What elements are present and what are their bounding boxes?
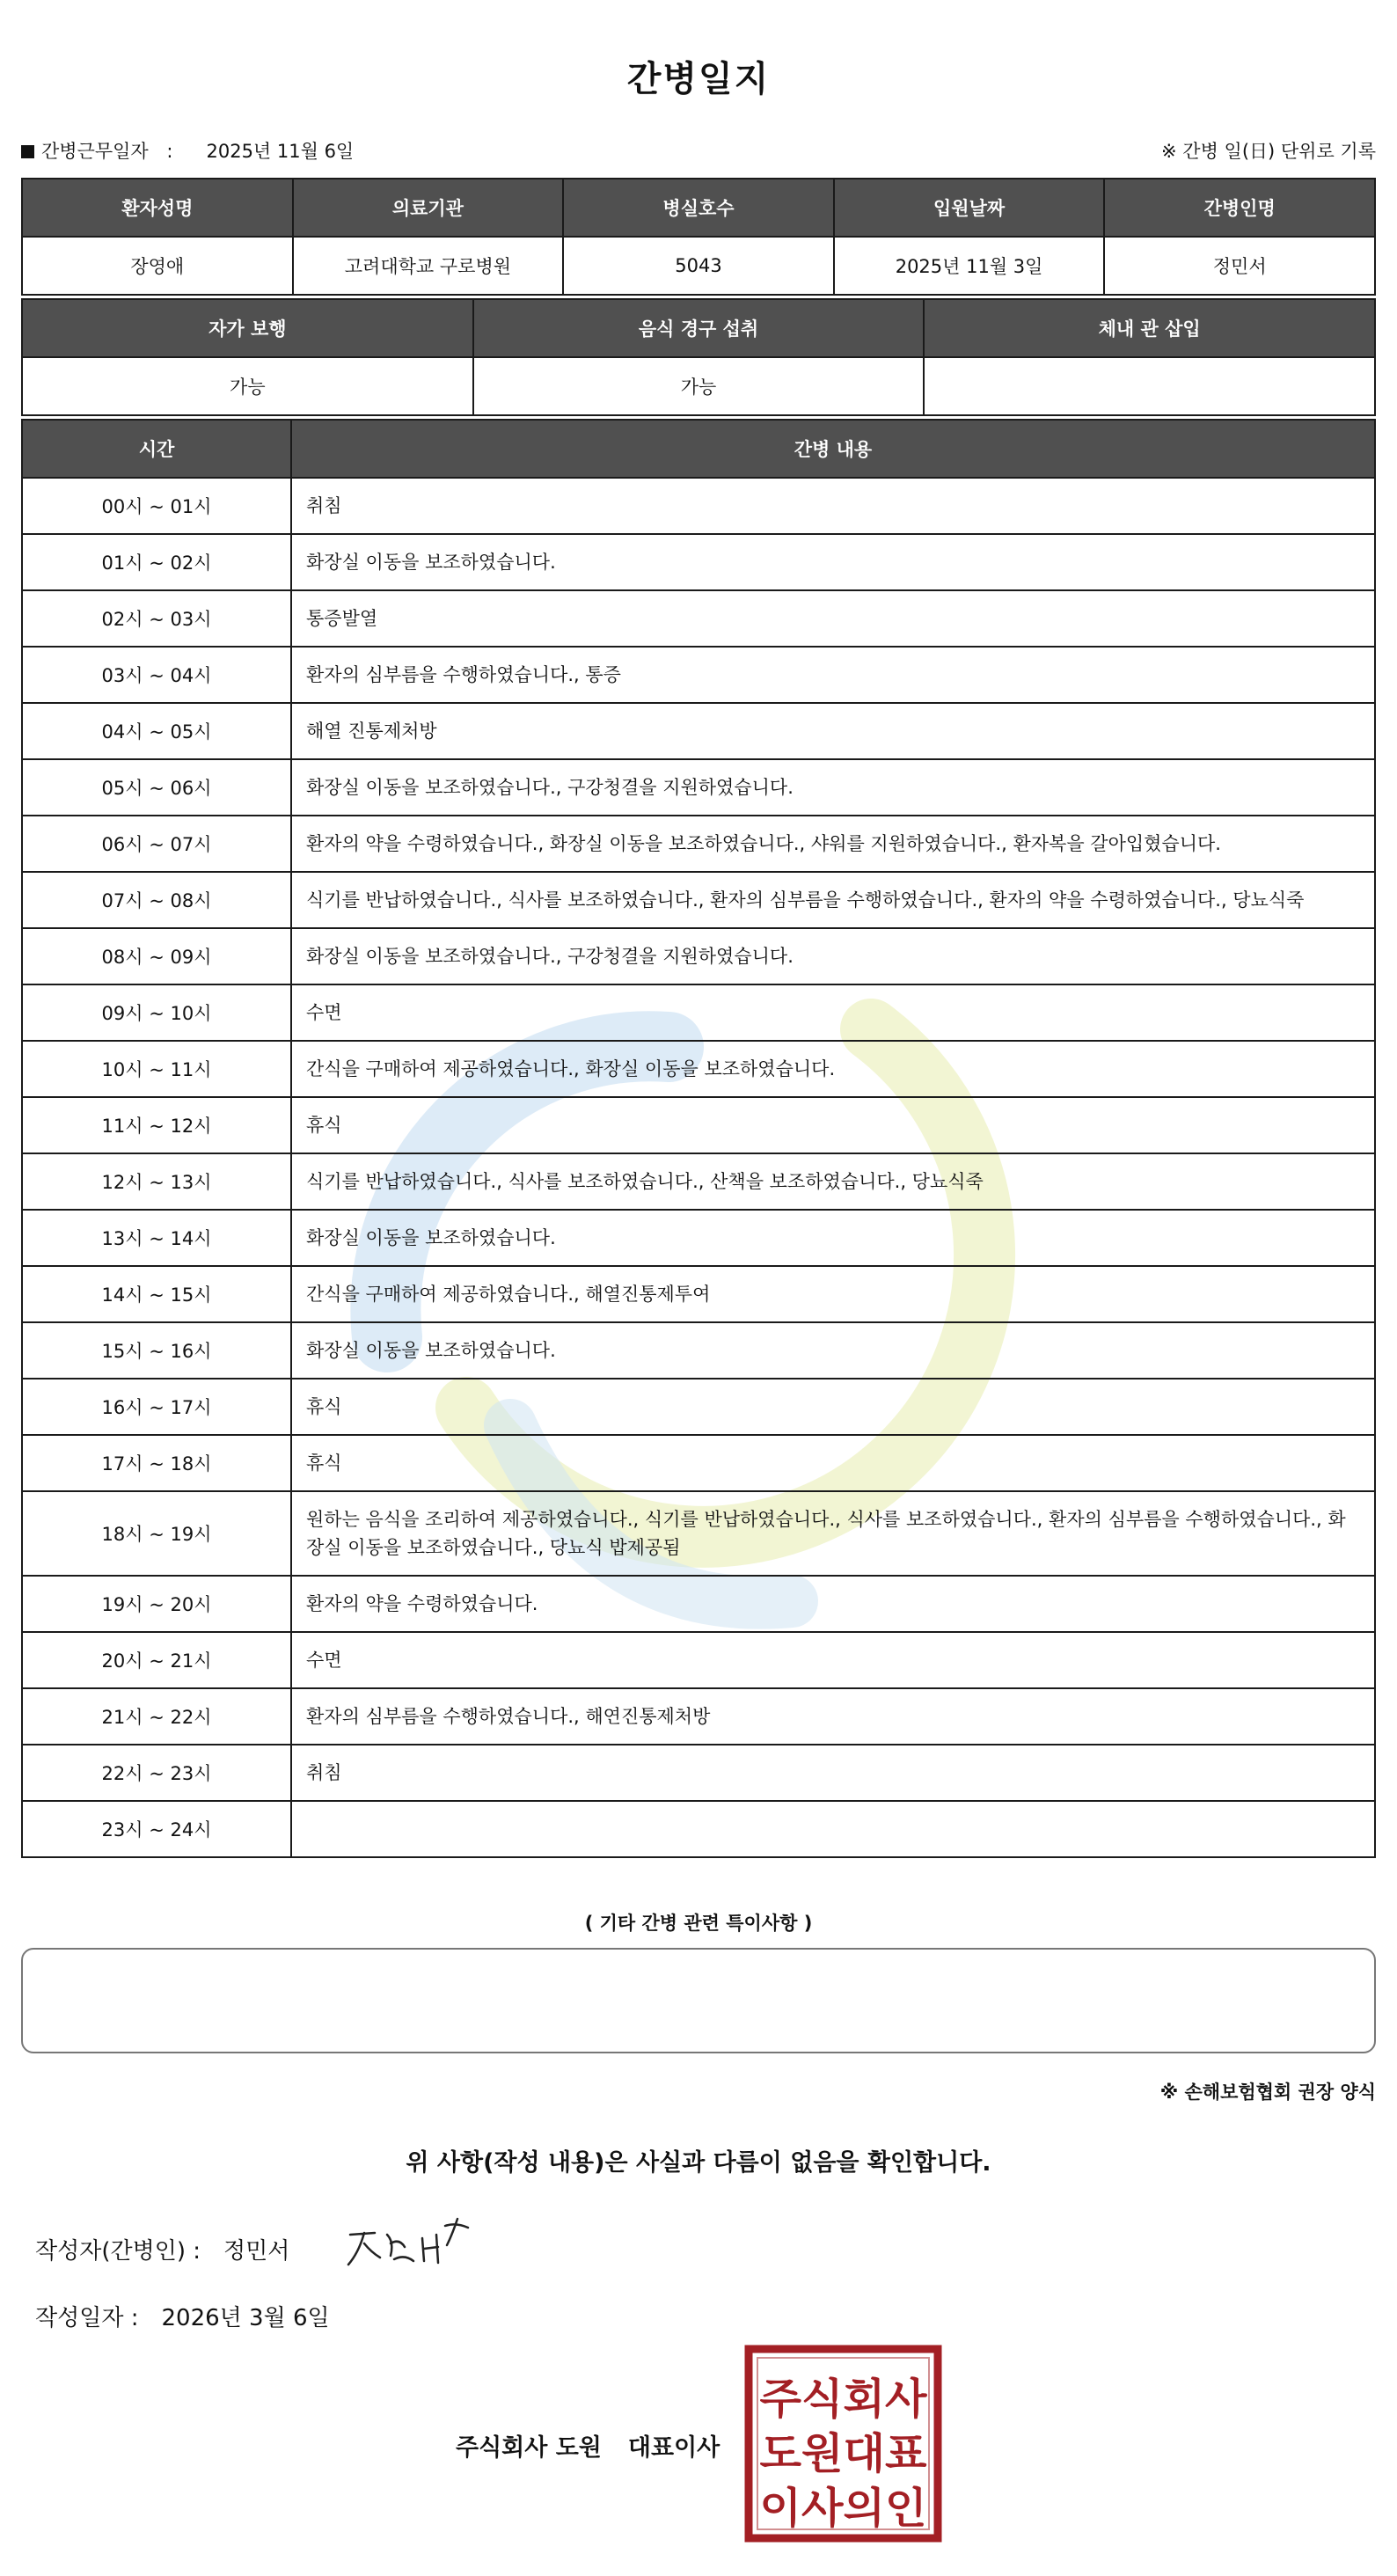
- work-date-separator: :: [166, 141, 173, 162]
- care-log-time: 22시 ~ 23시: [22, 1745, 291, 1801]
- care-log-row: [22, 1632, 1375, 1688]
- care-log-content: 수면: [291, 1632, 1375, 1688]
- care-log-time: 11시 ~ 12시: [22, 1097, 291, 1153]
- care-log-content: 휴식: [291, 1435, 1375, 1491]
- care-log-content: 화장실 이동을 보조하였습니다., 구강청결을 지원하였습니다.: [291, 928, 1375, 984]
- care-log-time: 13시 ~ 14시: [22, 1210, 291, 1266]
- header-oral-intake: 음식 경구 섭취: [473, 299, 925, 357]
- care-log-row: [22, 872, 1375, 928]
- work-date-line: [21, 137, 354, 164]
- care-log-content: [291, 1801, 1375, 1857]
- care-log-time: 18시 ~ 19시: [22, 1491, 291, 1576]
- svg-text:도원대표: 도원대표: [759, 2429, 928, 2478]
- care-log-content: 환자의 심부름을 수행하였습니다., 통증: [291, 647, 1375, 703]
- svg-text:이사의인: 이사의인: [759, 2484, 927, 2533]
- care-log-content: 식기를 반납하였습니다., 식사를 보조하였습니다., 환자의 심부름을 수행하였습니다., 환자의 약을 수령하였습니다., 당뇨식죽: [291, 872, 1375, 928]
- care-log-content: 원하는 음식을 조리하여 제공하였습니다., 식기를 반납하였습니다., 식사를 보조하였습니다., 환자의 심부름을 수행하였습니다., 화장실 이동을 보조하였습니다., 당뇨식 밥제공됨: [291, 1491, 1375, 1576]
- record-unit-note: ※ 간병 일(日) 단위로 기록: [1161, 141, 1376, 162]
- svg-text:주식회사: 주식회사: [759, 2375, 928, 2424]
- care-log-row: [22, 816, 1375, 872]
- care-log-row: [22, 1379, 1375, 1435]
- care-log-rows: [22, 478, 1375, 1857]
- written-date-value: 2026년 3월 6일: [161, 2305, 330, 2331]
- author-label: 작성자(간병인) :: [35, 2238, 201, 2265]
- patient-info-table: [21, 178, 1376, 296]
- care-log-row: [22, 1688, 1375, 1745]
- header-caregiver-name: 간병인명: [1104, 179, 1375, 237]
- care-log-time: 23시 ~ 24시: [22, 1801, 291, 1857]
- care-log-row: [22, 1041, 1375, 1097]
- author-line: [35, 2233, 289, 2265]
- care-log-time: 12시 ~ 13시: [22, 1153, 291, 1210]
- square-bullet-icon: [21, 145, 34, 158]
- caregiver-name: 정민서: [1104, 237, 1375, 295]
- company-seal-stamp: [744, 2345, 942, 2543]
- care-log-time: 09시 ~ 10시: [22, 984, 291, 1041]
- care-log-time: 15시 ~ 16시: [22, 1322, 291, 1379]
- care-log-time: 21시 ~ 22시: [22, 1688, 291, 1745]
- care-log-content: 화장실 이동을 보조하였습니다.: [291, 1322, 1375, 1379]
- care-log-time: 08시 ~ 09시: [22, 928, 291, 984]
- work-date-value: 2025년 11월 6일: [206, 141, 355, 162]
- care-log-time: 17시 ~ 18시: [22, 1435, 291, 1491]
- care-log-content: 취침: [291, 478, 1375, 534]
- care-log-content: 수면: [291, 984, 1375, 1041]
- care-log-time: 10시 ~ 11시: [22, 1041, 291, 1097]
- care-log-content: 통증발열: [291, 590, 1375, 647]
- care-log-time: 05시 ~ 06시: [22, 759, 291, 816]
- room-number: 5043: [563, 237, 834, 295]
- header-admission-date: 입원날짜: [834, 179, 1105, 237]
- care-log-content: 휴식: [291, 1097, 1375, 1153]
- care-log-row: [22, 478, 1375, 534]
- care-log-row: [22, 1153, 1375, 1210]
- care-log-row: [22, 534, 1375, 590]
- handwritten-signature: [341, 2208, 482, 2279]
- company-role: 대표이사: [627, 2434, 720, 2462]
- care-log-time: 06시 ~ 07시: [22, 816, 291, 872]
- care-log-row: [22, 703, 1375, 759]
- care-log-time: 14시 ~ 15시: [22, 1266, 291, 1322]
- care-log-content: 간식을 구매하여 제공하였습니다., 해열진통제투여: [291, 1266, 1375, 1322]
- admission-date: 2025년 11월 3일: [834, 237, 1105, 295]
- care-log-time: 01시 ~ 02시: [22, 534, 291, 590]
- care-log-content: 환자의 약을 수령하였습니다.: [291, 1576, 1375, 1632]
- care-log-row: [22, 647, 1375, 703]
- care-log-row: [22, 1097, 1375, 1153]
- care-log-table: [21, 419, 1376, 1858]
- care-log-content: 해열 진통제처방: [291, 703, 1375, 759]
- recommendation-note: ※ 손해보험협회 권장 양식: [1159, 2082, 1376, 2103]
- patient-status-table: [21, 298, 1376, 416]
- tube-insertion-value: [924, 357, 1375, 415]
- header-self-walking: 자가 보행: [22, 299, 473, 357]
- care-log-row: [22, 1322, 1375, 1379]
- care-log-time: 16시 ~ 17시: [22, 1379, 291, 1435]
- written-date-line: [35, 2300, 330, 2332]
- confirmation-statement: 위 사항(작성 내용)은 사실과 다름이 없음을 확인합니다.: [406, 2149, 991, 2177]
- care-log-row: [22, 1576, 1375, 1632]
- company-line: [456, 2428, 720, 2463]
- care-log-row: [22, 1435, 1375, 1491]
- care-log-content: 취침: [291, 1745, 1375, 1801]
- header-patient-name: 환자성명: [22, 179, 293, 237]
- care-log-content: 화장실 이동을 보조하였습니다., 구강청결을 지원하였습니다.: [291, 759, 1375, 816]
- work-date-label: 간병근무일자: [41, 141, 149, 162]
- care-log-content: 화장실 이동을 보조하였습니다.: [291, 1210, 1375, 1266]
- care-log-row: [22, 928, 1375, 984]
- care-log-row: [22, 1801, 1375, 1857]
- care-log-time: 20시 ~ 21시: [22, 1632, 291, 1688]
- company-name: 주식회사 도원: [456, 2434, 602, 2462]
- care-log-row: [22, 1491, 1375, 1576]
- care-log-time: 02시 ~ 03시: [22, 590, 291, 647]
- notes-box: [21, 1948, 1376, 2053]
- care-log-content: 식기를 반납하였습니다., 식사를 보조하였습니다., 산책을 보조하였습니다., 당뇨식죽: [291, 1153, 1375, 1210]
- care-log-time: 00시 ~ 01시: [22, 478, 291, 534]
- care-log-row: [22, 1266, 1375, 1322]
- care-log-time: 19시 ~ 20시: [22, 1576, 291, 1632]
- header-tube-insertion: 체내 관 삽입: [924, 299, 1375, 357]
- care-log-content: 휴식: [291, 1379, 1375, 1435]
- oral-intake-value: 가능: [473, 357, 925, 415]
- care-log-content: 환자의 약을 수령하였습니다., 화장실 이동을 보조하였습니다., 샤워를 지원하였습니다., 환자복을 갈아입혔습니다.: [291, 816, 1375, 872]
- notes-title: ( 기타 간병 관련 특이사항 ): [584, 1913, 813, 1934]
- header-time: 시간: [22, 420, 291, 478]
- care-log-time: 03시 ~ 04시: [22, 647, 291, 703]
- care-log-row: [22, 1745, 1375, 1801]
- header-room-number: 병실호수: [563, 179, 834, 237]
- self-walking-value: 가능: [22, 357, 473, 415]
- care-log-time: 07시 ~ 08시: [22, 872, 291, 928]
- author-name: 정민서: [223, 2238, 290, 2265]
- patient-name: 장영애: [22, 237, 293, 295]
- care-log-row: [22, 1210, 1375, 1266]
- care-log-time: 04시 ~ 05시: [22, 703, 291, 759]
- care-log-row: [22, 759, 1375, 816]
- page-title: 간병일지: [626, 59, 771, 99]
- header-care-content: 간병 내용: [291, 420, 1375, 478]
- care-log-content: 환자의 심부름을 수행하였습니다., 해연진통제처방: [291, 1688, 1375, 1745]
- written-date-label: 작성일자 :: [35, 2305, 139, 2331]
- hospital-name: 고려대학교 구로병원: [293, 237, 564, 295]
- care-log-content: 화장실 이동을 보조하였습니다.: [291, 534, 1375, 590]
- header-hospital: 의료기관: [293, 179, 564, 237]
- care-log-content: 간식을 구매하여 제공하였습니다., 화장실 이동을 보조하였습니다.: [291, 1041, 1375, 1097]
- care-log-row: [22, 590, 1375, 647]
- care-log-row: [22, 984, 1375, 1041]
